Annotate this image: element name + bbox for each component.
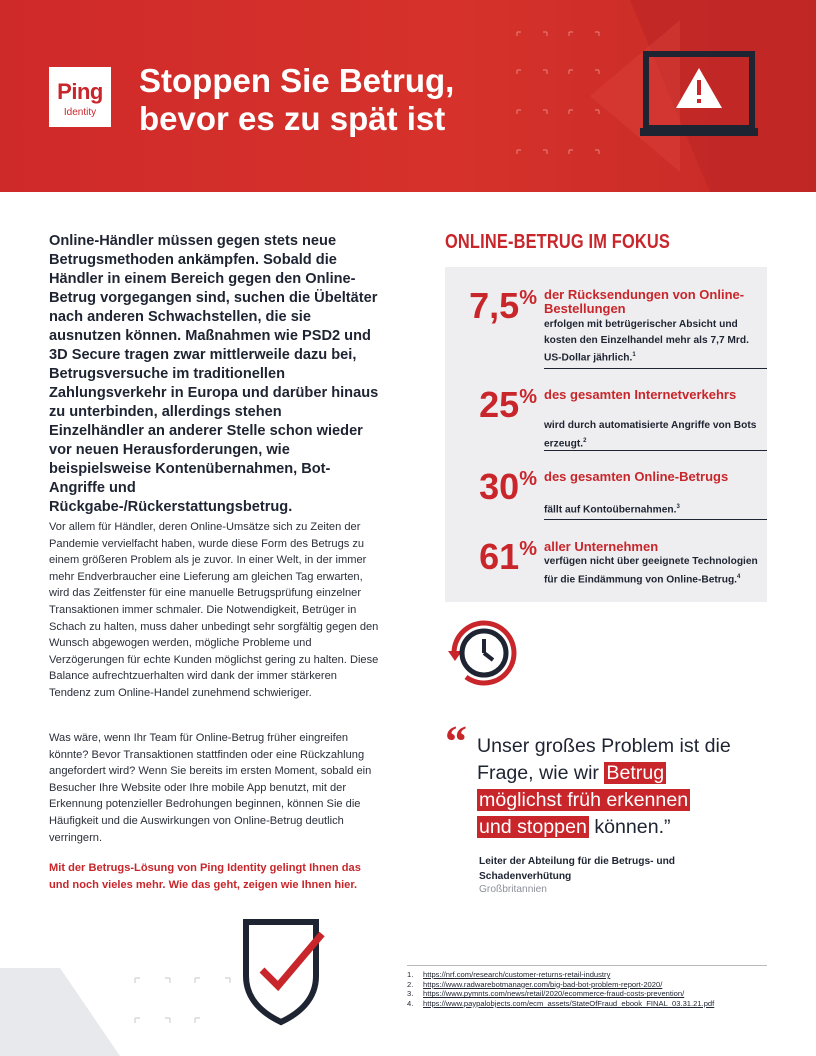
logo-brand: Ping <box>57 79 103 104</box>
footnote-item: 4. https://www.paypalobjects.com/ecm_assets/StateOfFraud_ebook_FINAL_03.31.21.pdf <box>407 998 715 1008</box>
stat-divider <box>544 450 767 451</box>
clock-refresh-icon <box>446 615 522 691</box>
stat-body: verfügen nicht über geeignete Technologien für die Eindämmung von Online-Betrug.$^4$ <box>544 556 758 585</box>
header-banner <box>0 0 816 192</box>
footnote-divider <box>407 965 767 966</box>
stat-heading: aller Unternehmen <box>544 539 659 554</box>
stat-divider <box>544 519 767 520</box>
footnote-link[interactable]: https://nrf.com/research/customer-returns-retail-industry <box>423 970 611 979</box>
shield-check-icon <box>240 916 330 1026</box>
title-line-1: Stoppen Sie Betrug, <box>139 62 455 99</box>
title-line-2: bevor es zu spät ist <box>139 100 446 137</box>
intro-paragraph-2: Was wäre, wenn Ihr Team für Online-Betrug früher eingreifen könnte? Bevor Transaktionen stattfinden oder eine Rückzahlung angefordert wird? Wenn Sie bereits im ersten Moment, sobald ein Besucher Ihre Website oder Ihre mobile App benutzt, mit der Erkennung potenzieller Bedrohungen beginnen, können Sie die Häufigkeit und die Auswirkungen von Online-Betrug deutlich verringern. <box>49 732 372 844</box>
quote-author: Leiter der Abteilung für die Betrugs- und Schadenverhütung <box>479 856 676 882</box>
stat-value: 25% <box>479 384 537 425</box>
quote-location: Großbritannien <box>479 884 547 895</box>
footnote-item: 3. https://www.pymnts.com/news/retail/2020/ecommerce-fraud-costs-prevention/ <box>407 989 685 999</box>
logo-sub: Identity <box>63 107 97 118</box>
stat-body: wird durch automatisierte Angriffe von Bots erzeugt.$^2$ <box>544 420 757 449</box>
stat-value: 61% <box>479 536 537 577</box>
stat-body: fällt auf Kontoübernahmen.$^3$ <box>544 504 680 516</box>
stat-body: erfolgen mit betrügerischer Absicht und kosten den Einzelhandel mehr als 7,7 Mrd. US-Dollar jährlich.$^1$ <box>544 319 749 364</box>
stat-heading: des gesamten Online-Betrugs <box>544 469 729 484</box>
quote-mark: “ <box>445 717 467 766</box>
stat-heading: der Rücksendungen von Online-Bestellungen <box>544 287 745 316</box>
call-to-action[interactable]: Mit der Betrugs-Lösung von Ping Identity gelingt Ihnen das und noch vieles mehr. Wie das geht, zeigen wie Ihnen hier. <box>49 862 361 891</box>
warning-monitor-icon <box>640 50 760 140</box>
stats-title: ONLINE-BETRUG IM FOKUS <box>445 231 671 253</box>
stat-divider <box>544 368 767 369</box>
footnotes <box>407 970 787 1008</box>
testimonial-quote: Unser großes Problem ist die Frage, wie wir Betrug möglichst früh erkennen und stoppen können.” <box>477 735 731 838</box>
footnote-item: 1. https://nrf.com/research/customer-returns-retail-industry <box>407 970 611 979</box>
footnote-item: 2. https://www.radwarebotmanager.com/big-bad-bot-problem-report-2020/ <box>407 979 663 989</box>
ping-identity-logo <box>49 67 111 127</box>
footnote-link[interactable]: https://www.paypalobjects.com/ecm_assets/StateOfFraud_ebook_FINAL_03.31.21.pdf <box>423 998 715 1008</box>
page-title <box>139 62 559 138</box>
stat-value: 30% <box>479 466 537 507</box>
stat-heading: des gesamten Internetverkehrs <box>544 387 737 402</box>
corner-decoration <box>0 968 250 1056</box>
stat-value: 7,5% <box>469 285 537 326</box>
footnote-link[interactable]: https://www.pymnts.com/news/retail/2020/ecommerce-fraud-costs-prevention/ <box>423 989 685 999</box>
footnote-link[interactable]: https://www.radwarebotmanager.com/big-bad-bot-problem-report-2020/ <box>423 979 663 989</box>
intro-lead: Online-Händler müssen gegen stets neue Betrugsmethoden ankämpfen. Sobald die Händler in einem Bereich gegen den Online-Betrug vorgegangen sind, suchen die Übeltäter nach anderen Schwachstellen, die sie ausnutzen können. Maßnahmen wie PSD2 und 3D Secure tragen zwar mittlerweile dazu bei, Betrugsversuche im traditionellen Zahlungsverkehr in Europa und darüber hinaus zu unterbinden, allerdings stehen Einzelhändler an anderer Stelle schon wieder vor neuen Herausforderungen, wie beispielsweise Kontenübernahmen, Bot-Angriffe und Rückgabe-/Rückerstattungsbetrug. <box>49 233 379 515</box>
intro-paragraph-1: Vor allem für Händler, deren Online-Umsätze sich zu Zeiten der Pandemie vervielfacht haben, wurde diese Form des Betrugs zu einem größeren Problem als je zuvor. In einer Welt, in der immer mehr Endverbraucher eine Lieferung am gleichen Tag erwarten, wird das Zeitfenster für eine manuelle Betrugsprüfung einzelner Transaktionen immer schmaler. Die Notwendigkeit, Betrüger in Schach zu halten, muss daher unbedingt sehr sorgfältig gegen den Wunsch abgewogen werden, mögliche Probleme und Verzögerungen für echte Kunden möglichst gering zu halten. Diese Balance aufrechtzuerhalten wird dank der immer stärkeren Tendenz zum Online-Handel zunehmend schwieriger. <box>49 521 379 699</box>
